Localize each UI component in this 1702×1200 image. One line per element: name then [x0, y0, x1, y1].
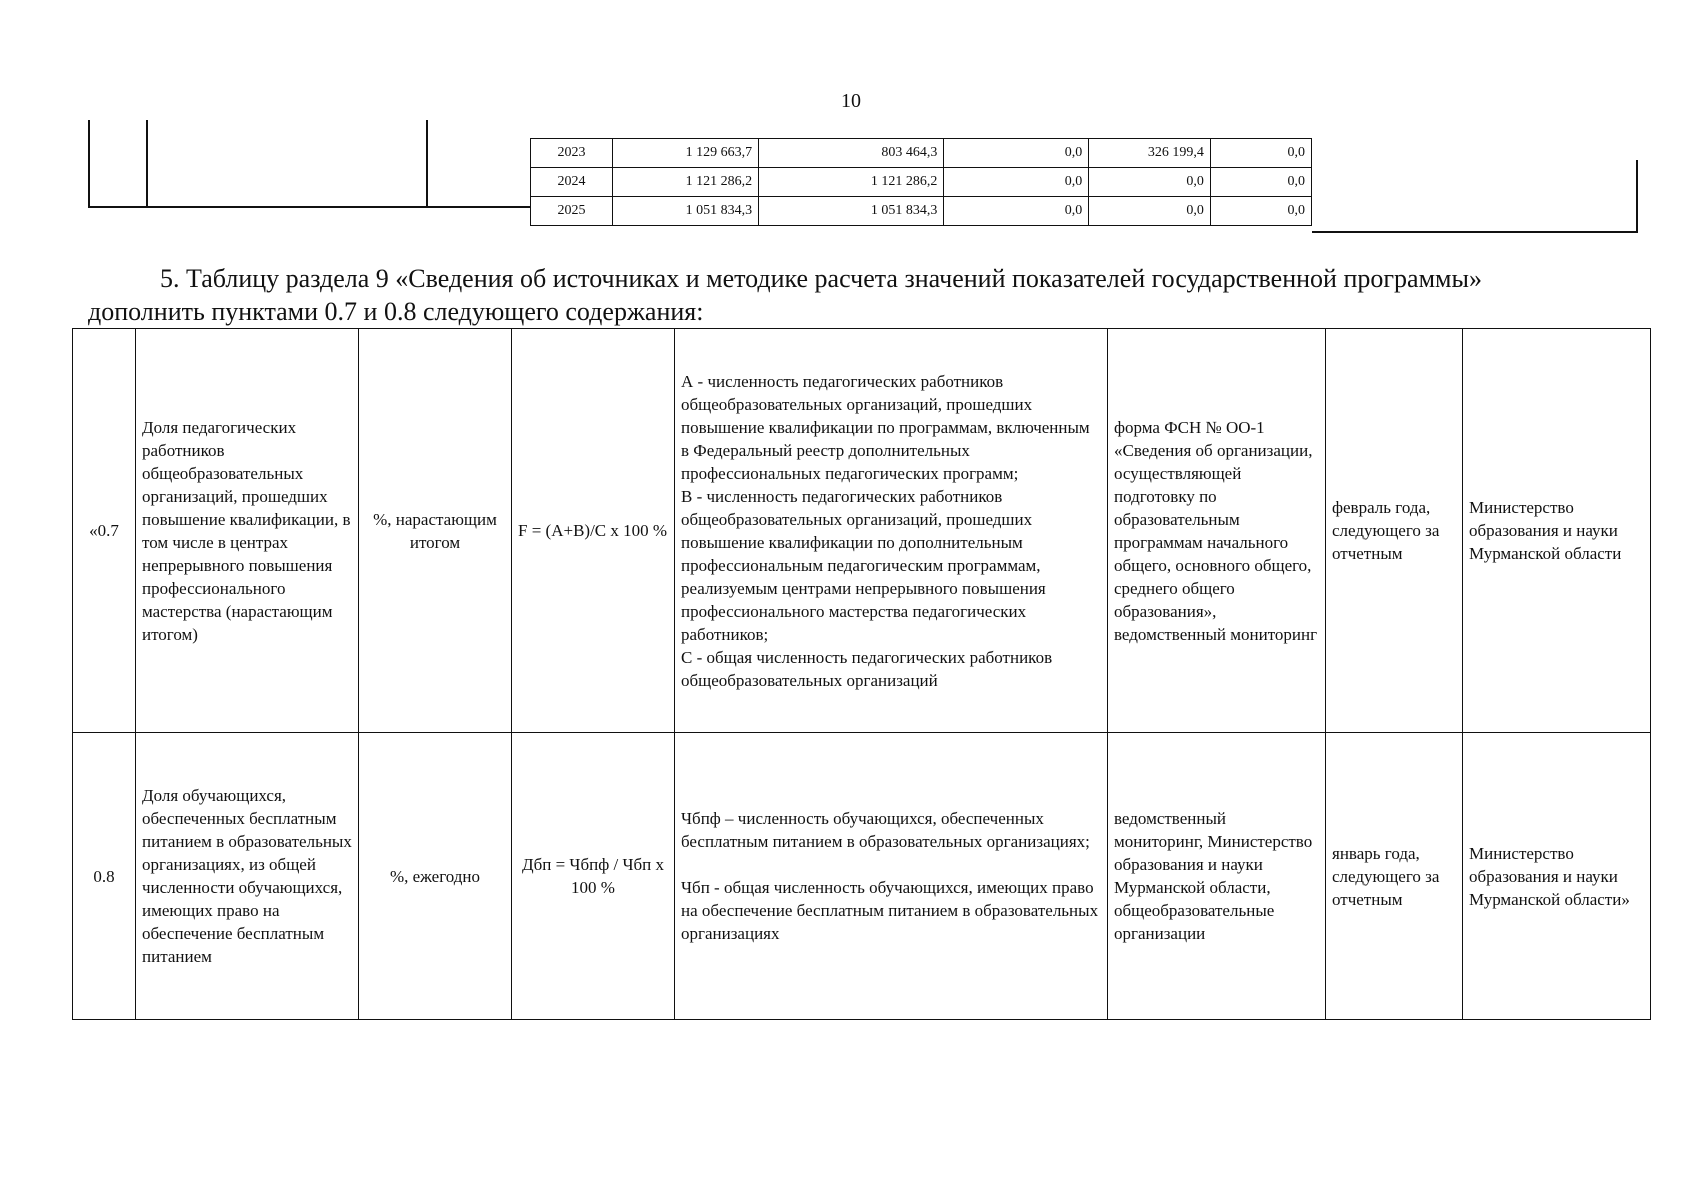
table-border-col-1: [146, 120, 148, 206]
description-paragraph: В - численность педагогических работников общеобразовательных организаций, прошедших повышение квалификации по дополнительным профессиональным педагогическим программам, реализуемым центрами непрерывного повышения профессионального мастерства педагогических работников;: [681, 486, 1046, 644]
description-cell: [675, 733, 1108, 1020]
total-cell: 1 121 286,2: [612, 168, 758, 197]
table-row: [531, 139, 1312, 168]
table-row: [73, 733, 1651, 1020]
term-cell: февраль года, следующего за отчетным: [1326, 329, 1463, 733]
value-cell: 0,0: [1210, 139, 1311, 168]
description-paragraph: А - численность педагогических работников общеобразовательных организаций, прошедших повышение квалификации по программам, включенным в Федеральный реестр дополнительных профессиональных педагогических программ;: [681, 371, 1090, 483]
paragraph-spacer: [681, 853, 1101, 876]
unit-cell: %, ежегодно: [359, 733, 512, 1020]
value-cell: 0,0: [1089, 168, 1211, 197]
table-row: [73, 329, 1651, 733]
value-cell: 0,0: [944, 139, 1089, 168]
source-cell: форма ФСН № ОО-1 «Сведения об организации, осуществляющей подготовку по образовательным программам начального общего, основного общего, среднего общего образования», ведомственный мониторинг: [1108, 329, 1326, 733]
indicators-table: [72, 328, 1651, 1020]
source-cell: ведомственный мониторинг, Министерство образования и науки Мурманской области, общеобразовательные организации: [1108, 733, 1326, 1020]
description-paragraph: Чбпф – численность обучающихся, обеспеченных бесплатным питанием в образовательных организациях;: [681, 809, 1090, 851]
description-paragraph: С - общая численность педагогических работников общеобразовательных организаций: [681, 647, 1053, 690]
instruction-line-2: дополнить пунктами 0.7 и 0.8 следующего содержания:: [88, 297, 704, 326]
row-number: 0.8: [73, 733, 136, 1020]
table-row: [531, 197, 1312, 226]
unit-cell: %, нарастающим итогом: [359, 329, 512, 733]
value-cell: 0,0: [1210, 197, 1311, 226]
table-border-right: [1636, 160, 1638, 232]
total-cell: 1 051 834,3: [612, 197, 758, 226]
table-border-col-2: [426, 120, 428, 206]
table-border-left: [88, 120, 90, 206]
year-cell: 2023: [531, 139, 613, 168]
table-border-bottom: [88, 206, 530, 208]
value-cell: 0,0: [944, 197, 1089, 226]
finance-table-continuation: [88, 138, 1638, 236]
indicator-name: Доля обучающихся, обеспеченных бесплатным питанием в образовательных организациях, из общей численности обучающихся, имеющих право на обеспечение бесплатным питанием: [136, 733, 359, 1020]
term-cell: январь года, следующего за отчетным: [1326, 733, 1463, 1020]
indicator-name: Доля педагогических работников общеобразовательных организаций, прошедших повышение квалификации, в том числе в центрах непрерывного повышения профессионального мастерства (нарастающим итогом): [136, 329, 359, 733]
value-cell: 1 121 286,2: [759, 168, 944, 197]
finance-grid: [530, 138, 1312, 226]
responsible-cell: Министерство образования и науки Мурманской области: [1463, 329, 1651, 733]
value-cell: 0,0: [1210, 168, 1311, 197]
responsible-cell: Министерство образования и науки Мурманской области»: [1463, 733, 1651, 1020]
value-cell: 0,0: [1089, 197, 1211, 226]
page-number: 10: [841, 90, 861, 112]
value-cell: 1 051 834,3: [759, 197, 944, 226]
description-paragraph: Чбп - общая численность обучающихся, имеющих право на обеспечение бесплатным питанием в образовательных организациях: [681, 878, 1099, 943]
year-cell: 2025: [531, 197, 613, 226]
description-cell: [675, 329, 1108, 733]
formula-cell: Дбп = Чбпф / Чбп х 100 %: [512, 733, 675, 1020]
table-border-bottom-right: [1312, 231, 1638, 233]
value-cell: 326 199,4: [1089, 139, 1211, 168]
value-cell: 803 464,3: [759, 139, 944, 168]
instruction-line-1: 5. Таблицу раздела 9 «Сведения об источниках и методике расчета значений показателей государственной программы»: [160, 264, 1482, 293]
instruction-paragraph: [88, 262, 1636, 328]
value-cell: 0,0: [944, 168, 1089, 197]
table-row: [531, 168, 1312, 197]
formula-cell: F = (A+B)/C x 100 %: [512, 329, 675, 733]
year-cell: 2024: [531, 168, 613, 197]
row-number: «0.7: [73, 329, 136, 733]
total-cell: 1 129 663,7: [612, 139, 758, 168]
